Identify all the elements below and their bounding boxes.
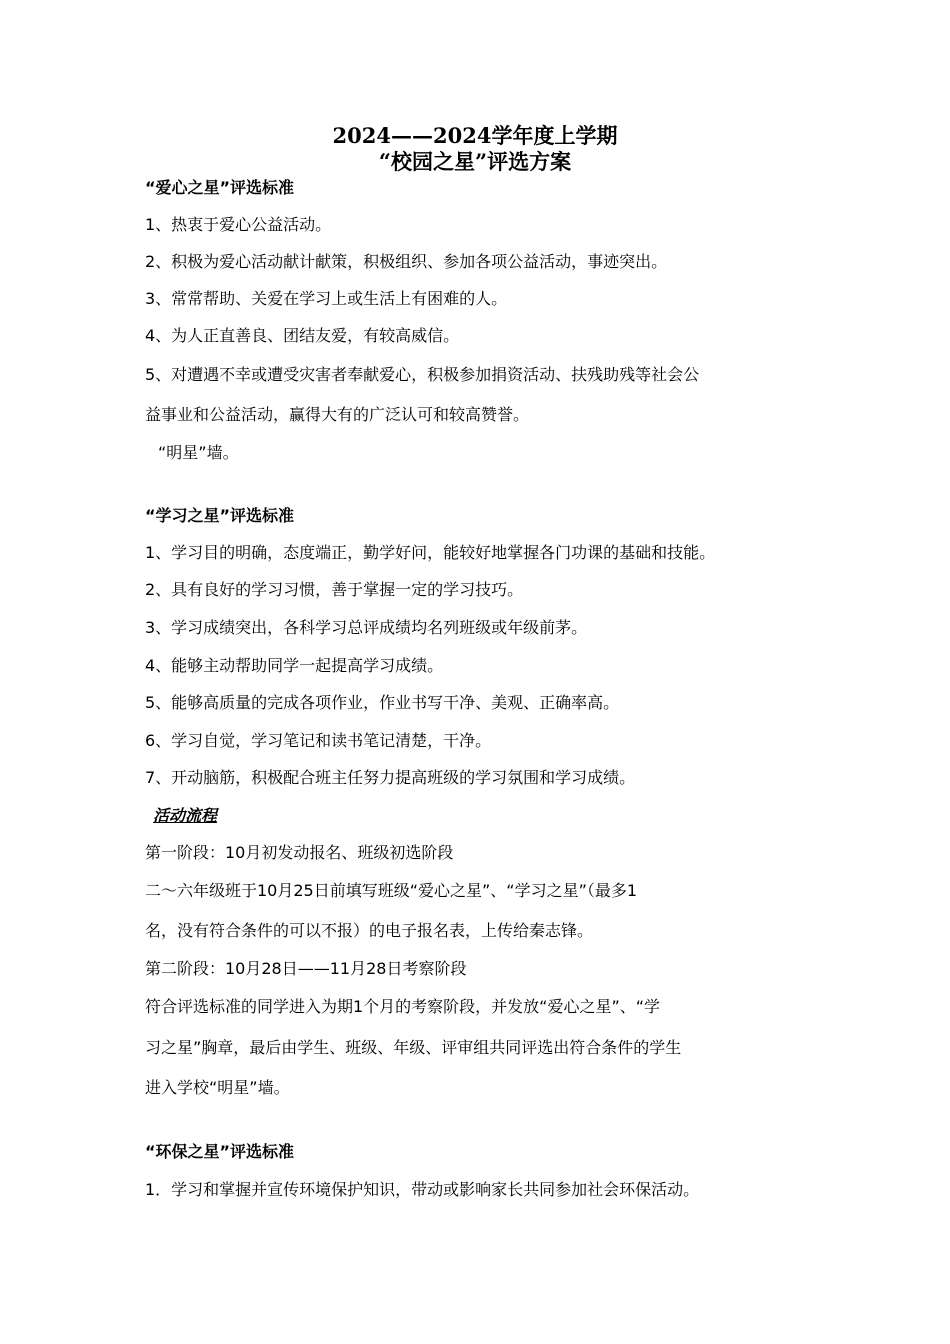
process-stage-2-detail-a: 符合评选标准的同学进入为期1个月的考察阶段，并发放“爱心之星”、“学 [145,997,661,1016]
love-item-2: 2、积极为爱心活动献计献策，积极组织、参加各项公益活动，事迹突出。 [145,252,668,271]
love-star-heading: “爱心之星”评选标准 [145,178,295,197]
document-title: 2024——2024学年度上学期 [332,123,618,148]
study-item-3: 3、学习成绩突出，各科学习总评成绩均名列班级或年级前茅。 [145,618,588,637]
process-stage-1-detail-a: 二～六年级班于10月25日前填写班级“爱心之星”、“学习之星”（最多1 [145,881,638,900]
study-item-7: 7、开动脑筋，积极配合班主任努力提高班级的学习氛围和学习成绩。 [145,768,636,787]
study-item-1: 1、学习目的明确，态度端正，勤学好问，能较好地掌握各门功课的基础和技能。 [145,543,716,562]
study-item-2: 2、具有良好的学习习惯，善于掌握一定的学习技巧。 [145,580,524,599]
process-stage-2-detail-b: 习之星”胸章，最后由学生、班级、年级、评审组共同评选出符合条件的学生 [145,1038,682,1057]
love-item-3: 3、常常帮助、关爱在学习上或生活上有困难的人。 [145,289,508,308]
eco-item-1: 1．学习和掌握并宣传环境保护知识，带动或影响家长共同参加社会环保活动。 [145,1180,700,1199]
love-item-1: 1、热衷于爱心公益活动。 [145,215,332,234]
process-stage-1: 第一阶段：10月初发动报名、班级初选阶段 [145,843,454,862]
love-item-4: 4、为人正直善良、团结友爱，有较高威信。 [145,326,460,345]
document-subtitle: “校园之星”评选方案 [378,149,572,174]
study-item-5: 5、能够高质量的完成各项作业，作业书写干净、美观、正确率高。 [145,693,620,712]
study-item-6: 6、学习自觉，学习笔记和读书笔记清楚，干净。 [145,731,492,750]
process-stage-2: 第二阶段：10月28日——11月28日考察阶段 [145,959,467,978]
love-item-wall: “明星”墙。 [158,443,239,462]
process-stage-2-detail-c: 进入学校“明星”墙。 [145,1078,290,1097]
process-stage-1-detail-b: 名，没有符合条件的可以不报）的电子报名表，上传给秦志锋。 [145,921,594,940]
study-star-heading: “学习之星”评选标准 [145,506,295,525]
study-item-4: 4、能够主动帮助同学一起提高学习成绩。 [145,656,444,675]
process-heading: 活动流程 [153,806,218,825]
love-item-5: 5、对遭遇不幸或遭受灾害者奉献爱心，积极参加捐资活动、扶残助残等社会公 [145,365,700,384]
love-item-5-continued: 益事业和公益活动，赢得大有的广泛认可和较高赞誉。 [145,405,530,424]
eco-star-heading: “环保之星”评选标准 [145,1142,295,1161]
